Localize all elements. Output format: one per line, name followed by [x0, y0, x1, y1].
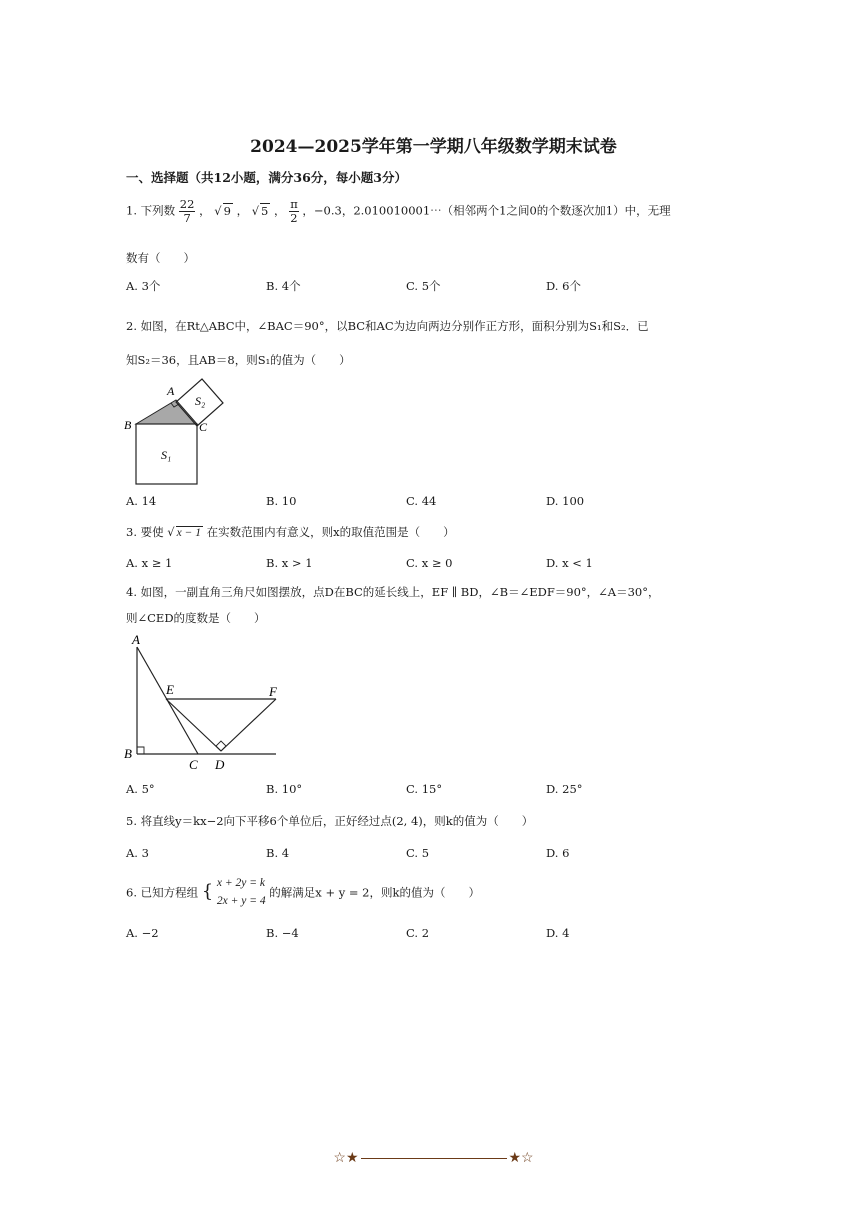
footer-divider-line — [361, 1158, 507, 1159]
q6-equation-system — [217, 874, 266, 911]
q2-label-c: C — [199, 420, 208, 434]
q5-option-a: A. 3 — [126, 846, 149, 860]
q6-equation-1: x + 2y = k — [216, 877, 265, 889]
q5-option-d: D. 6 — [546, 846, 570, 860]
q2-triangle-abc — [136, 400, 197, 424]
q1-sqrt-9: √ 9 — [214, 203, 231, 218]
q4-option-d: D. 25° — [546, 782, 583, 796]
q4-segment-df — [221, 699, 276, 751]
q2-option-a: A. 14 — [126, 494, 157, 508]
q4-label-f: F — [269, 684, 277, 699]
q4-option-c: C. 15° — [406, 782, 443, 796]
q6-equation-2: 2x + y = 4 — [216, 895, 266, 908]
question-2-line-2: 知S₂＝36，且AB＝8，则S₁的值为（ ） — [126, 353, 351, 367]
q4-label-e: E — [166, 682, 174, 697]
exam-title: 2024—2025学年第一学期八年级数学期末试卷 — [250, 137, 617, 157]
footer-stars-right: ★☆ — [508, 1150, 534, 1166]
q4-segment-ed — [166, 699, 221, 751]
q4-figure-triangles — [124, 630, 284, 772]
q3-option-d: D. x < 1 — [546, 556, 593, 570]
q6-option-b: B. −4 — [266, 926, 299, 940]
q2-label-s2: S₂ — [195, 394, 206, 408]
question-6: 6. 已知方程组 { x + 2y = k 2x + y = 4 的解满足x + y = 2，则k的值为（ ） — [126, 874, 480, 911]
q2-option-d: D. 100 — [546, 494, 585, 508]
section-heading: 一、选择题（共12小题，满分36分，每小题3分） — [126, 170, 407, 185]
q3-sqrt: √ x − 1 — [167, 525, 201, 539]
q1-fraction-22-7: $\frac{22}{7}$ — [179, 197, 195, 226]
q3-option-a: A. x ≥ 1 — [126, 556, 173, 570]
q4-option-b: B. 10° — [266, 782, 303, 796]
question-4-line-2: 则∠CED的度数是（ ） — [126, 611, 266, 625]
q4-option-a: A. 5° — [126, 782, 155, 796]
q2-option-b: B. 10 — [266, 494, 297, 508]
q5-option-b: B. 4 — [266, 846, 290, 860]
q1-number: 1. 下列数 — [126, 203, 176, 218]
question-1-line-2: 数有（ ） — [126, 251, 195, 265]
q6-option-d: D. 4 — [546, 926, 570, 940]
q1-rest: ，−0.3，2.010010001⋯（相邻两个1之间0的个数逐次加1）中，无理 — [302, 203, 671, 218]
q1-option-b: B. 4个 — [266, 279, 301, 293]
question-5: 5. 将直线y＝kx−2向下平移6个单位后，正好经过点(2, 4)，则k的值为（ ） — [126, 814, 534, 828]
q4-label-b: B — [124, 746, 132, 761]
footer-stars-left: ☆★ — [333, 1150, 359, 1166]
q3-option-b: B. x > 1 — [266, 556, 313, 570]
q2-label-a: A — [167, 384, 175, 398]
q5-option-c: C. 5 — [406, 846, 430, 860]
question-1-line-1: 1. 下列数 $\frac{22}{7}$ ， √ 9 ， √ 5 ， $\frac{\pi}{2}$ ，−0.3，2.010010001⋯（相邻两个1之间0的个数逐次加1）中，无理 — [126, 197, 671, 226]
footer-ornament — [0, 1150, 867, 1166]
q3-option-c: C. x ≥ 0 — [406, 556, 453, 570]
question-4-line-1: 4. 如图，一副直角三角尺如图摆放，点D在BC的延长线上，EF ∥ BD，∠B＝∠EDF＝90°，∠A＝30°， — [126, 585, 660, 599]
q2-option-c: C. 44 — [406, 494, 437, 508]
q4-label-d: D — [215, 757, 225, 772]
question-2-line-1: 2. 如图，在Rt△ABC中，∠BAC＝90°，以BC和AC为边向两边分别作正方形，面积分别为S₁和S₂．已 — [126, 319, 649, 333]
q6-option-c: C. 2 — [406, 926, 430, 940]
q1-sqrt-5: √ 5 — [251, 203, 269, 218]
q1-fraction-pi-2: $\frac{\pi}{2}$ — [290, 197, 298, 226]
q2-figure-squares — [120, 378, 240, 490]
q1-option-d: D. 6个 — [546, 279, 581, 293]
q4-right-angle-d — [216, 741, 226, 751]
q6-brace: { — [201, 881, 214, 903]
question-3: 3. 要使 √ x − 1 在实数范围内有意义，则x的取值范围是（ ） — [126, 525, 455, 539]
q6-option-a: A. −2 — [126, 926, 159, 940]
q4-label-a: A — [132, 632, 140, 647]
q2-label-b: B — [124, 418, 132, 432]
q2-label-s1: S₁ — [161, 448, 172, 462]
q1-option-c: C. 5个 — [406, 279, 441, 293]
q4-right-angle-b — [137, 747, 144, 754]
q1-option-a: A. 3个 — [126, 279, 161, 293]
q4-label-c: C — [189, 757, 198, 772]
